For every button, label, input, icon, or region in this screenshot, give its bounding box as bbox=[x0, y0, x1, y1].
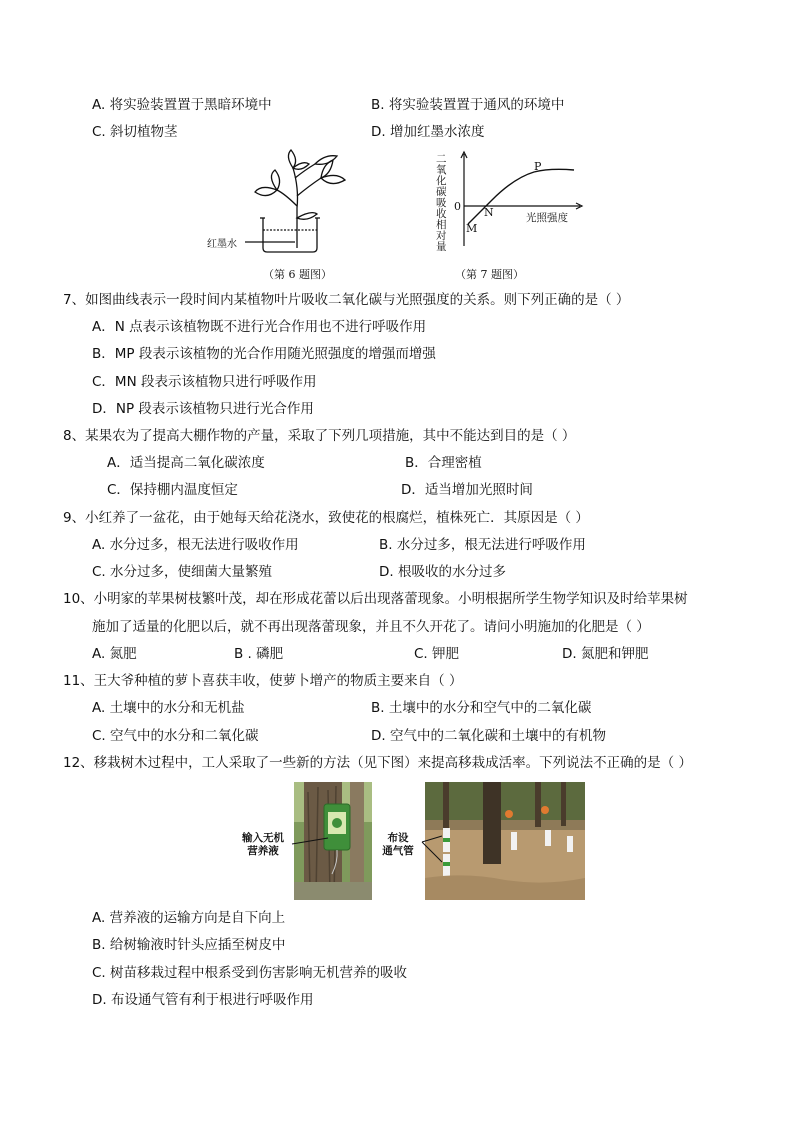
fig7-ylabel-char: 二 bbox=[436, 153, 447, 165]
fig7-caption: （第 7 题图） bbox=[455, 268, 524, 281]
q9-option-c: C. 水分过多，使细菌大量繁殖 bbox=[92, 564, 273, 580]
photo2-label-line2: 通气管 bbox=[382, 845, 414, 857]
photo1-label-line2: 营养液 bbox=[247, 845, 279, 857]
photo1-pointer bbox=[290, 830, 330, 860]
q7-option-d: D．NP 段表示该植物只进行光合作用 bbox=[92, 401, 314, 417]
q9-option-a: A. 水分过多，根无法进行吸收作用 bbox=[92, 537, 299, 553]
fig7-point-m: M bbox=[466, 222, 478, 235]
q12-option-c: C. 树苗移栽过程中根系受到伤害影响无机营养的吸收 bbox=[92, 965, 408, 981]
q12-stem: 12、移栽树木过程中，工人采取了一些新的方法（见下图）来提高移栽成活率。下列说法不正确的是（ ） bbox=[63, 755, 692, 771]
q7-stem: 7、如图曲线表示一段时间内某植物叶片吸收二氧化碳与光照强度的关系。则下列正确的是（ ） bbox=[63, 292, 630, 308]
fig7-point-n: N bbox=[484, 206, 494, 219]
fig7-origin-label: 0 bbox=[454, 200, 461, 213]
photo1-label-line1: 输入无机 bbox=[242, 832, 284, 844]
q8-option-d: D．适当增加光照时间 bbox=[401, 482, 533, 498]
fig7-ylabel-char: 相 bbox=[436, 219, 447, 231]
photo1-label bbox=[232, 832, 294, 858]
q7-option-a: A．N 点表示该植物既不进行光合作用也不进行呼吸作用 bbox=[92, 319, 427, 335]
q8-option-a: A．适当提高二氧化碳浓度 bbox=[107, 455, 265, 471]
fig7-ylabel-char: 吸 bbox=[436, 197, 447, 209]
q7-option-b: B．MP 段表示该植物的光合作用随光照强度的增强而增强 bbox=[92, 346, 436, 362]
q12-option-b: B. 给树输液时针头应插至树皮中 bbox=[92, 937, 286, 953]
q6-option-c: C. 斜切植物茎 bbox=[92, 124, 178, 140]
q8-stem: 8、某果农为了提高大棚作物的产量，采取了下列几项措施，其中不能达到目的是（ ） bbox=[63, 428, 576, 444]
fig7-graph bbox=[430, 148, 590, 260]
q9-option-d: D. 根吸收的水分过多 bbox=[379, 564, 506, 580]
q6-option-b: B. 将实验装置置于通风的环境中 bbox=[371, 97, 565, 113]
fig7-ylabel-char: 量 bbox=[436, 241, 447, 253]
photo2-label-line1: 布设 bbox=[387, 832, 409, 844]
fig7-point-p: P bbox=[534, 160, 542, 173]
q8-option-c: C．保持棚内温度恒定 bbox=[107, 482, 238, 498]
q10-option-d: D. 氮肥和钾肥 bbox=[562, 646, 649, 662]
q11-option-a: A. 土壤中的水分和无机盐 bbox=[92, 700, 245, 716]
fig7-ylabel-char: 对 bbox=[436, 230, 447, 242]
q10-stem-line1: 10、小明家的苹果树枝繁叶茂，却在形成花蕾以后出现落蕾现象。小明根据所学生物学知识及时给苹果树 bbox=[63, 591, 688, 607]
q10-stem-line2: 施加了适量的化肥以后，就不再出现落蕾现象，并且不久开花了。请问小明施加的化肥是（ ） bbox=[92, 619, 650, 635]
q6-option-d: D. 增加红墨水浓度 bbox=[371, 124, 485, 140]
q10-option-b: B . 磷肥 bbox=[234, 646, 284, 662]
fig7-ylabel bbox=[436, 154, 448, 253]
q11-option-b: B. 土壤中的水分和空气中的二氧化碳 bbox=[371, 700, 592, 716]
q7-option-c: C．MN 段表示该植物只进行呼吸作用 bbox=[92, 374, 317, 390]
fig7-ylabel-char: 化 bbox=[436, 175, 447, 187]
fig7-ylabel-char: 氧 bbox=[436, 164, 447, 176]
fig6-plant-beaker-illustration bbox=[205, 148, 365, 260]
q9-option-b: B. 水分过多，根无法进行呼吸作用 bbox=[379, 537, 586, 553]
photo2-label bbox=[373, 832, 423, 858]
fig7-xlabel: 光照强度 bbox=[526, 212, 568, 224]
q8-option-b: B．合理密植 bbox=[405, 455, 482, 471]
q12-option-d: D. 布设通气管有利于根进行呼吸作用 bbox=[92, 992, 314, 1008]
q9-stem: 9、小红养了一盆花，由于她每天给花浇水，致使花的根腐烂，植株死亡．其原因是（ ） bbox=[63, 510, 589, 526]
q11-option-d: D. 空气中的二氧化碳和土壤中的有机物 bbox=[371, 728, 606, 744]
fig7-ylabel-char: 碳 bbox=[436, 186, 447, 198]
q10-option-a: A. 氮肥 bbox=[92, 646, 137, 662]
fig6-red-ink-label: 红墨水 bbox=[207, 239, 237, 250]
fig6-caption: （第 6 题图） bbox=[263, 268, 332, 281]
q11-stem: 11、王大爷种植的萝卜喜获丰收，使萝卜增产的物质主要来自（ ） bbox=[63, 673, 463, 689]
q6-option-a: A. 将实验装置置于黑暗环境中 bbox=[92, 97, 272, 113]
q11-option-c: C. 空气中的水分和二氧化碳 bbox=[92, 728, 259, 744]
photo2-pointer bbox=[420, 830, 450, 870]
q12-option-a: A. 营养液的运输方向是自下向上 bbox=[92, 910, 286, 926]
fig7-ylabel-char: 收 bbox=[436, 208, 447, 220]
q10-option-c: C. 钾肥 bbox=[414, 646, 460, 662]
